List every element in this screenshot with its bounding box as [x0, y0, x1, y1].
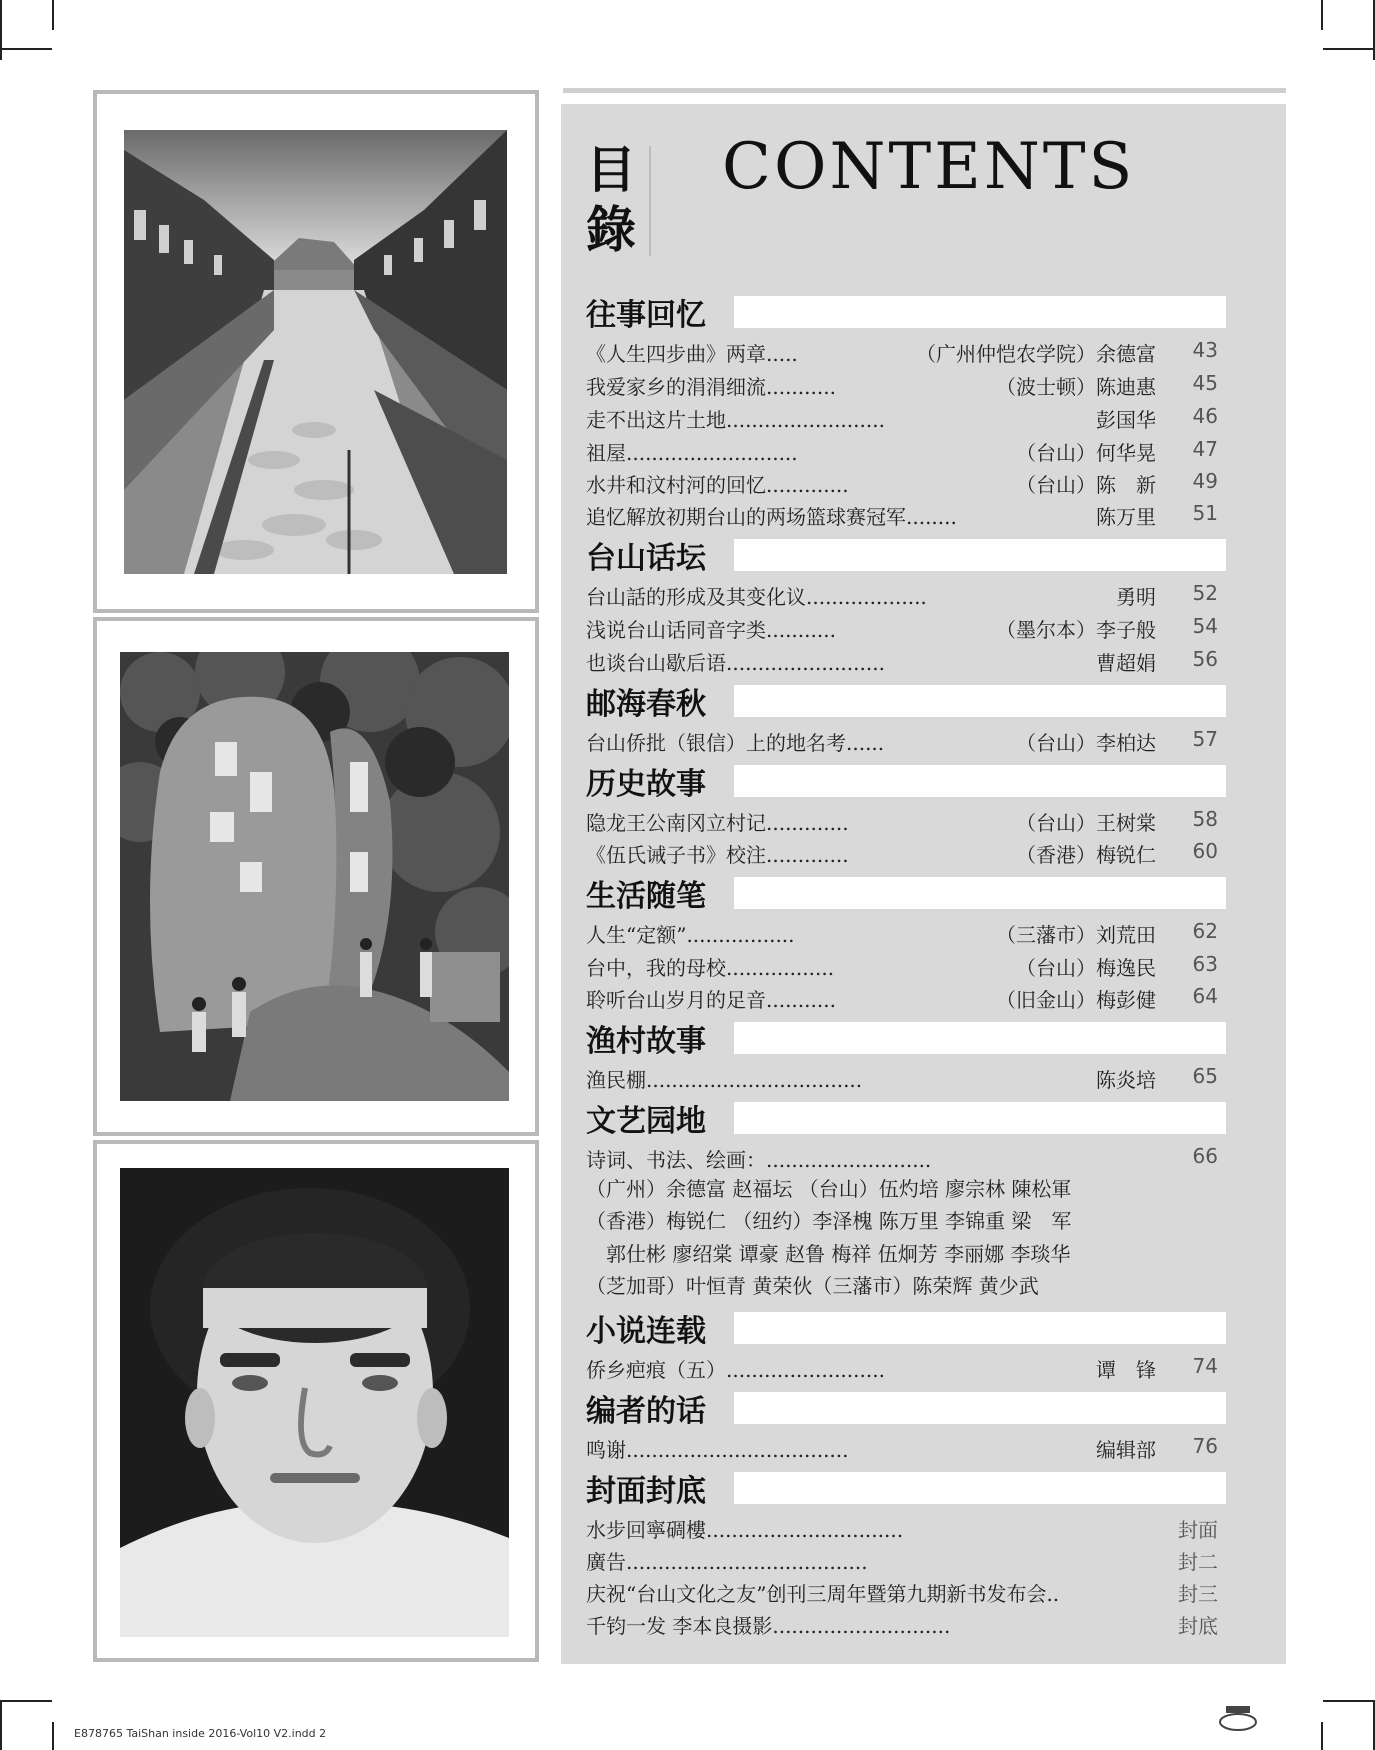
section-title: 小说连载 [586, 1314, 706, 1349]
toc-entry[interactable]: 水步回寧碉樓............................... 封面 [586, 1518, 1218, 1542]
section-title: 历史故事 [586, 767, 706, 802]
crop-mark [1321, 0, 1323, 30]
section-bar [734, 1312, 1226, 1344]
heading-divider [649, 146, 651, 256]
crop-mark [1323, 48, 1375, 50]
crop-mark [1321, 1722, 1323, 1750]
section-bar [734, 1472, 1226, 1504]
toc-entry[interactable]: 《伍氏诫子书》校注............. （香港）梅锐仁 60 [586, 839, 1218, 867]
section-bar [734, 1022, 1226, 1054]
section-title: 邮海春秋 [586, 687, 706, 722]
contents-title: CONTENTS [722, 130, 1136, 204]
rock-photo [120, 652, 509, 1101]
toc-entry[interactable]: 台山話的形成及其变化议................... 勇明 52 [586, 581, 1218, 609]
street-photo [124, 130, 507, 574]
toc-entry[interactable]: 聆听台山岁月的足音........... （旧金山）梅彭健 64 [586, 984, 1218, 1012]
crop-mark [0, 1700, 52, 1702]
toc-entry[interactable]: 走不出这片土地......................... 彭国华 46 [586, 404, 1218, 432]
section-bar [734, 296, 1226, 328]
toc-entry[interactable]: 水井和汶村河的回忆............. （台山）陈 新 49 [586, 469, 1218, 497]
toc-entry[interactable]: 台中，我的母校................. （台山）梅逸民 63 [586, 952, 1218, 980]
toc-entry[interactable]: 渔民棚.................................. 陈炎培 65 [586, 1064, 1218, 1092]
print-slug: E878765 TaiShan inside 2016-Vol10 V2.indd 2 [74, 1727, 327, 1740]
crop-mark [1323, 1700, 1375, 1702]
toc-entry[interactable]: 祖屋........................... （台山）何华晃 47 [586, 437, 1218, 465]
crop-mark [0, 1700, 2, 1750]
contributor-line: （芝加哥）叶恒青 黄荣伙（三藩市）陈荣辉 黄少武 [586, 1274, 1039, 1298]
crop-mark [0, 0, 2, 60]
toc-entry[interactable]: 我爱家乡的涓涓细流........... （波士顿）陈迪惠 45 [586, 371, 1218, 399]
toc-entry[interactable]: 台山侨批（银信）上的地名考...... （台山）李柏达 57 [586, 727, 1218, 755]
section-title: 台山话坛 [586, 541, 706, 576]
toc-entry[interactable]: 追忆解放初期台山的两场篮球赛冠军........ 陈万里 51 [586, 501, 1218, 529]
section-bar [734, 765, 1226, 797]
toc-entry[interactable]: 《人生四步曲》两章..... （广州仲恺农学院）余德富 43 [586, 338, 1218, 366]
crop-mark [0, 48, 52, 50]
section-title: 文艺园地 [586, 1104, 706, 1139]
section-bar [734, 685, 1226, 717]
toc-entry[interactable]: 诗词、书法、绘画：.......................... 66 [586, 1144, 1218, 1172]
toc-entry[interactable]: 隐龙王公南冈立村记............. （台山）王树棠 58 [586, 807, 1218, 835]
toc-entry[interactable]: 也谈台山歇后语......................... 曹超娟 56 [586, 647, 1218, 675]
section-title: 生活随笔 [586, 879, 706, 914]
section-bar [734, 1392, 1226, 1424]
contributor-line: （广州）余德富 赵福坛 （台山）伍灼培 廖宗林 陳松軍 [586, 1177, 1072, 1201]
crop-mark [52, 0, 54, 30]
section-bar [734, 877, 1226, 909]
toc-entry[interactable]: 千钧一发 李本良摄影............................ 封底 [586, 1614, 1218, 1638]
section-bar [734, 1102, 1226, 1134]
section-title: 编者的话 [586, 1394, 706, 1429]
section-bar [734, 539, 1226, 571]
section-title: 往事回忆 [586, 298, 706, 333]
portrait-photo [120, 1168, 509, 1637]
contributor-line: （香港）梅锐仁 （纽约）李泽槐 陈万里 李锦重 梁 军 [586, 1209, 1072, 1233]
section-title: 封面封底 [586, 1474, 706, 1509]
toc-entry[interactable]: 人生“定额”................. （三藩市）刘荒田 62 [586, 919, 1218, 947]
top-rule [563, 88, 1286, 93]
mulu-heading: 目錄 [586, 141, 636, 259]
toc-entry[interactable]: 庆祝“台山文化之友”创刊三周年暨第九期新书发布会.. 封三 [586, 1582, 1218, 1606]
watermark-logo [1218, 1704, 1258, 1735]
toc-entry[interactable]: 侨乡疤痕（五）......................... 谭 锋 74 [586, 1354, 1218, 1382]
crop-mark [52, 1722, 54, 1750]
toc-entry[interactable]: 浅说台山话同音字类........... （墨尔本）李子般 54 [586, 614, 1218, 642]
section-title: 渔村故事 [586, 1024, 706, 1059]
toc-entry[interactable]: 廣告...................................... 封二 [586, 1550, 1218, 1574]
toc-entry[interactable]: 鸣谢................................... 编辑部 76 [586, 1434, 1218, 1462]
contributor-line: 郭仕彬 廖绍棠 谭豪 赵鲁 梅祥 伍炯芳 李丽娜 李琰华 [586, 1242, 1071, 1266]
